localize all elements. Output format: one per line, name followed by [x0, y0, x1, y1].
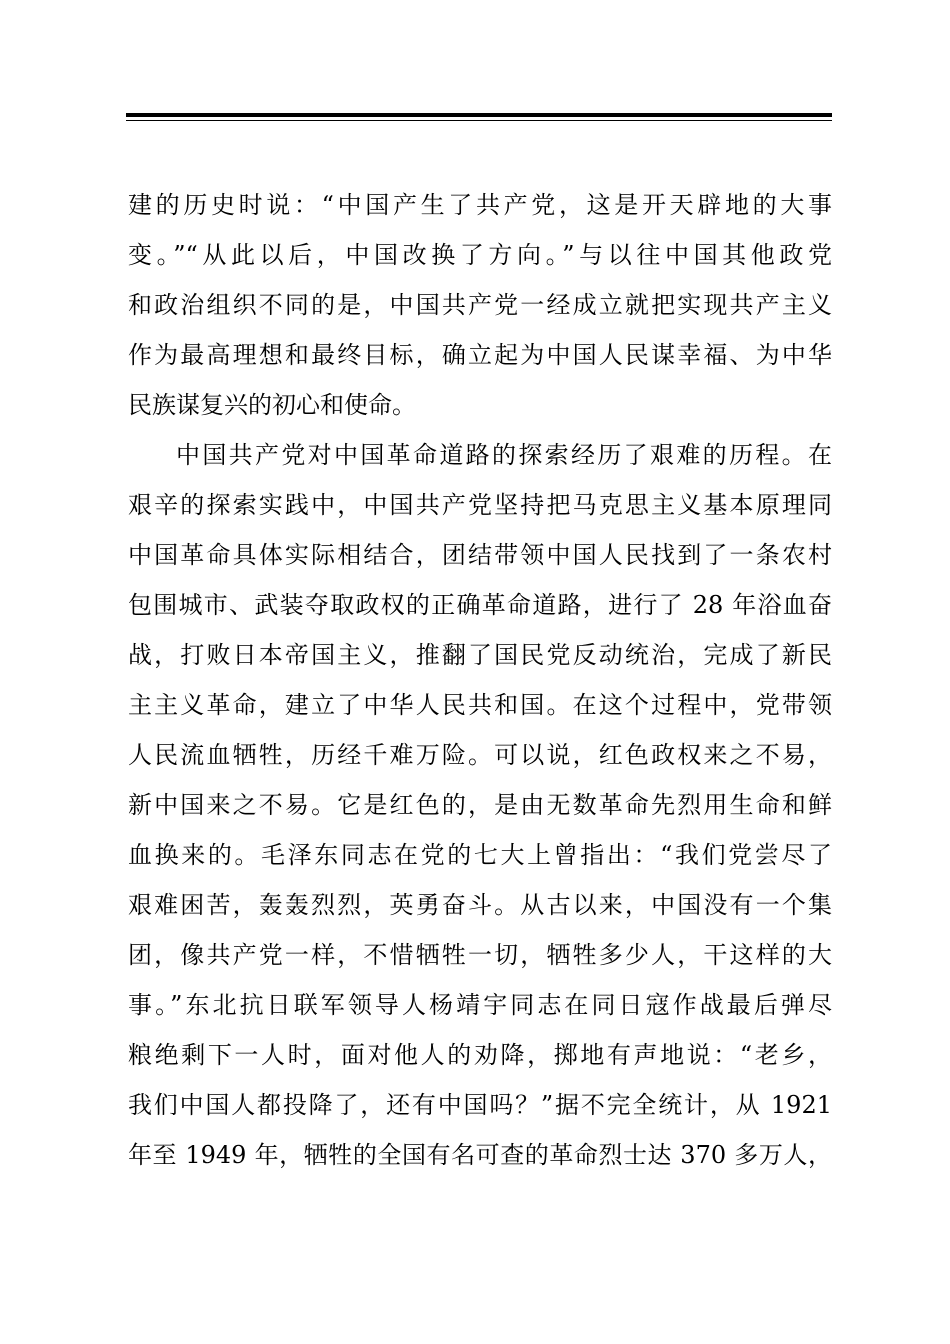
- text-line: 团，像共产党一样，不惜牺牲一切，牺牲多少人，干这样的大: [128, 941, 832, 969]
- text-line: 中国共产党对中国革命道路的探索经历了艰难的历程。在: [176, 441, 832, 469]
- header-double-rule: [126, 113, 832, 122]
- text-line: 血换来的。毛泽东同志在党的七大上曾指出：“我们党尝尽了: [128, 841, 832, 869]
- text-line: 变。”“从此以后，中国改换了方向。”与以往中国其他政党: [128, 241, 832, 269]
- text-line: 和政治组织不同的是，中国共产党一经成立就把实现共产主义: [128, 291, 832, 319]
- document-body: [128, 180, 832, 1180]
- text-line: 战，打败日本帝国主义，推翻了国民党反动统治，完成了新民: [128, 641, 832, 669]
- text-line: 主主义革命，建立了中华人民共和国。在这个过程中，党带领: [128, 691, 832, 719]
- text-line: 我们中国人都投降了，还有中国吗？”据不完全统计，从 1921: [128, 1091, 832, 1119]
- text-line: 包围城市、武装夺取政权的正确革命道路，进行了 28 年浴血奋: [128, 591, 832, 619]
- paragraph-1: [128, 180, 832, 430]
- text-line: 建的历史时说：“中国产生了共产党，这是开天辟地的大事: [128, 191, 832, 219]
- text-line: 艰难困苦，轰轰烈烈，英勇奋斗。从古以来，中国没有一个集: [128, 891, 832, 919]
- text-line: 事。”东北抗日联军领导人杨靖宇同志在同日寇作战最后弹尽: [128, 991, 832, 1019]
- text-line: 作为最高理想和最终目标，确立起为中国人民谋幸福、为中华: [128, 341, 832, 369]
- text-line: 新中国来之不易。它是红色的，是由无数革命先烈用生命和鲜: [128, 791, 832, 819]
- header-rule-thin: [126, 120, 832, 121]
- text-line: 人民流血牺牲，历经千难万险。可以说，红色政权来之不易，: [128, 741, 832, 769]
- paragraph-2: [128, 430, 832, 1180]
- text-line: 年至 1949 年，牺牲的全国有名可查的革命烈士达 370 多万人，: [128, 1141, 832, 1169]
- text-line: 民族谋复兴的初心和使命。: [128, 391, 416, 419]
- text-line: 中国革命具体实际相结合，团结带领中国人民找到了一条农村: [128, 541, 832, 569]
- text-line: 艰辛的探索实践中，中国共产党坚持把马克思主义基本原理同: [128, 491, 832, 519]
- text-line: 粮绝剩下一人时，面对他人的劝降，掷地有声地说：“老乡，: [128, 1041, 832, 1069]
- header-rule-thick: [126, 113, 832, 117]
